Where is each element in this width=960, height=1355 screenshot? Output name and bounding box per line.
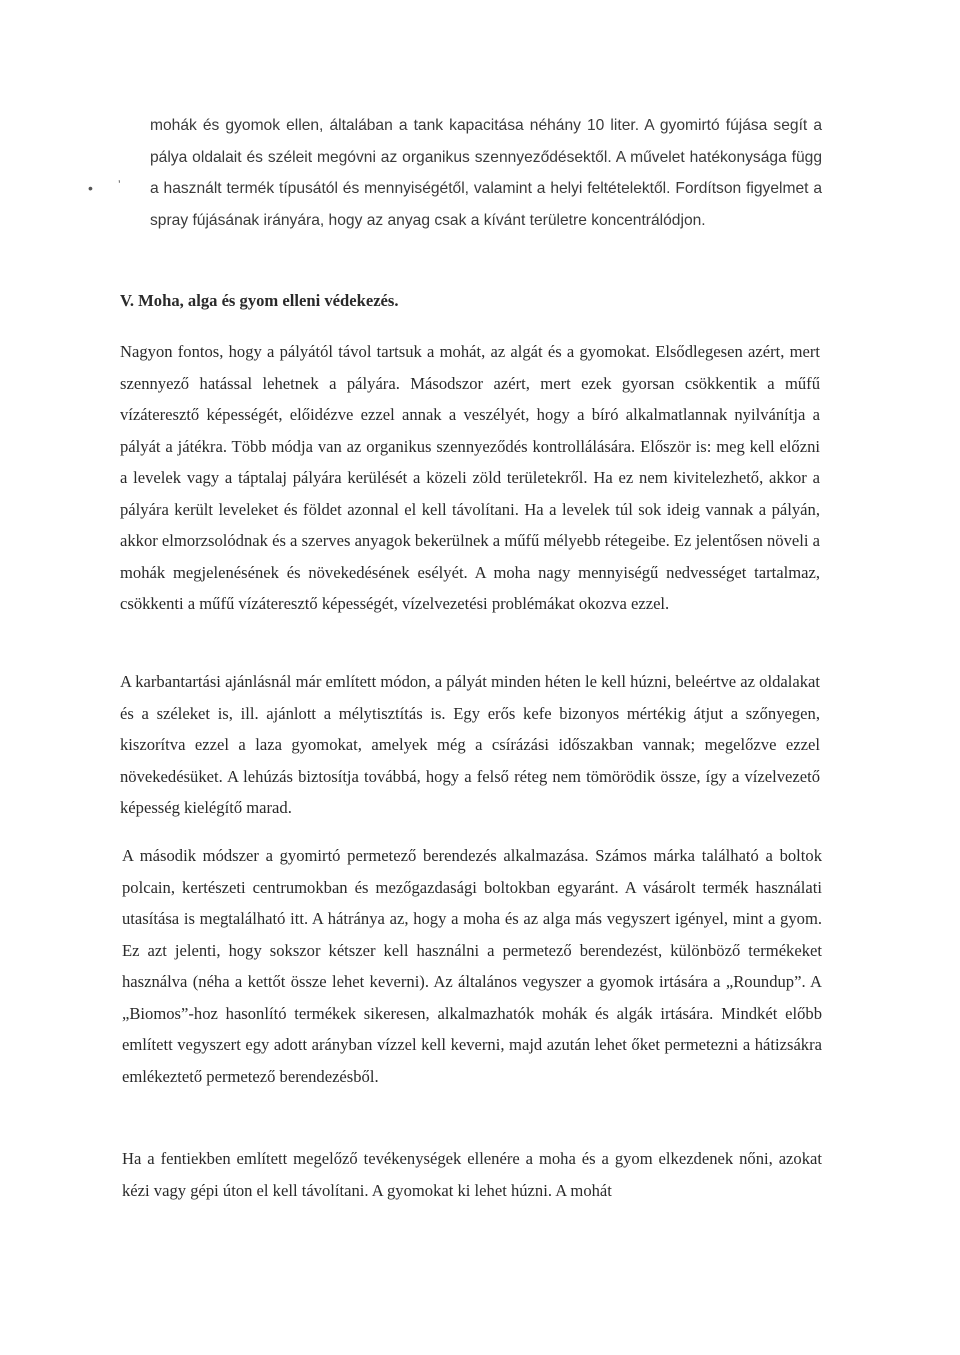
paragraph-importance: Nagyon fontos, hogy a pályától távol tartsuk a mohát, az algát és a gyomokat. Elsődlegesen azért, mert szennyező hatással lehetnek a pályára. Másodszor azért, mert ezek gyorsan csökkentik a műfű vízáteresztő képességét, előidézve ezzel annak a veszélyét, hogy a bíró alkalmatlannak nyilvánítja a pályát a játékra. Több módja van az organikus szennyeződés kontrollálására. Először is: meg kell előzni a levelek vagy a táptalaj pályára kerülését a közeli zöld területekről. Ha ez nem kivitelezhető, akkor a pályára került leveleket és földet azonnal el kell távolítani. Ha a levelek túl sok ideig vannak a pályán, akkor elmorzsolódnak és a szerves anyagok bekerülnek a műfű mélyebb rétegeibe. Ez jelentősen növeli a mohák megjelenésének és növekedésének esélyét. A moha nagy mennyiségű nedvességet tartalmaz, csökkenti a műfű vízáteresztő képességét, vízelvezetési problémákat okozva ezzel.: [120, 342, 820, 613]
paragraph-brushing: A karbantartási ajánlásnál már említett módon, a pályát minden héten le kell húzni, beleértve az oldalakat és a széleket is, ill. ajánlott a mélytisztítás is. Egy erős kefe bizonyos mértékig átjut a szőnyegen, kiszorítva ezzel a laza gyomokat, amelyek még a csírázási időszakban vannak; megelőzve ezzel növekedésüket. A lehúzás biztosítja továbbá, hogy a felső réteg nem tömörödik össze, így a vízelvezető képesség kielégítő marad.: [120, 672, 820, 817]
intro-paragraph: mohák és gyomok ellen, általában a tank kapacitása néhány 10 liter. A gyomirtó fújása segít a pálya oldalait és széleit megóvni az organikus szennyeződésektől. A művelet hatékonysága függ a használt termék típusától és mennyiségétől, valamint a helyi feltételektől. Fordítson figyelmet a spray fújásának irányára, hogy az anyag csak a kívánt területre koncentrálódjon.: [150, 117, 822, 229]
section-heading: V. Moha, alga és gyom elleni védekezés.: [120, 291, 399, 310]
margin-tick-mark: ʼ: [118, 178, 121, 192]
margin-dot-mark: •: [88, 180, 93, 196]
paragraph-removal: Ha a fentiekben említett megelőző tevékenységek ellenére a moha és a gyom elkezdenek nőni, azokat kézi vagy gépi úton el kell távolítani. A gyomokat ki lehet húzni. A mohát: [122, 1149, 822, 1200]
paragraph-spraying: A második módszer a gyomirtó permetező berendezés alkalmazása. Számos márka található a boltok polcain, kertészeti centrumokban és mezőgazdasági boltokban egyaránt. A vásárolt termék használati utasítása is megtalálható itt. A hátránya az, hogy a moha és az alga más vegyszert igényel, mint a gyom. Ez azt jelenti, hogy sokszor kétszer kell használni a permetező berendezést, különböző termékeket használva (néha a kettőt össze lehet keverni). Az általános vegyszer a gyomok irtására a „Roundup”. A „Biomos”-hoz hasonlító termékek sikeresen, alkalmazhatók mohák és algák irtására. Mindkét előbb említett vegyszert egy adott arányban vízzel kell keverni, majd azután lehet őket permetezni a hátizsákra emlékeztető permetező berendezésből.: [122, 846, 822, 1086]
